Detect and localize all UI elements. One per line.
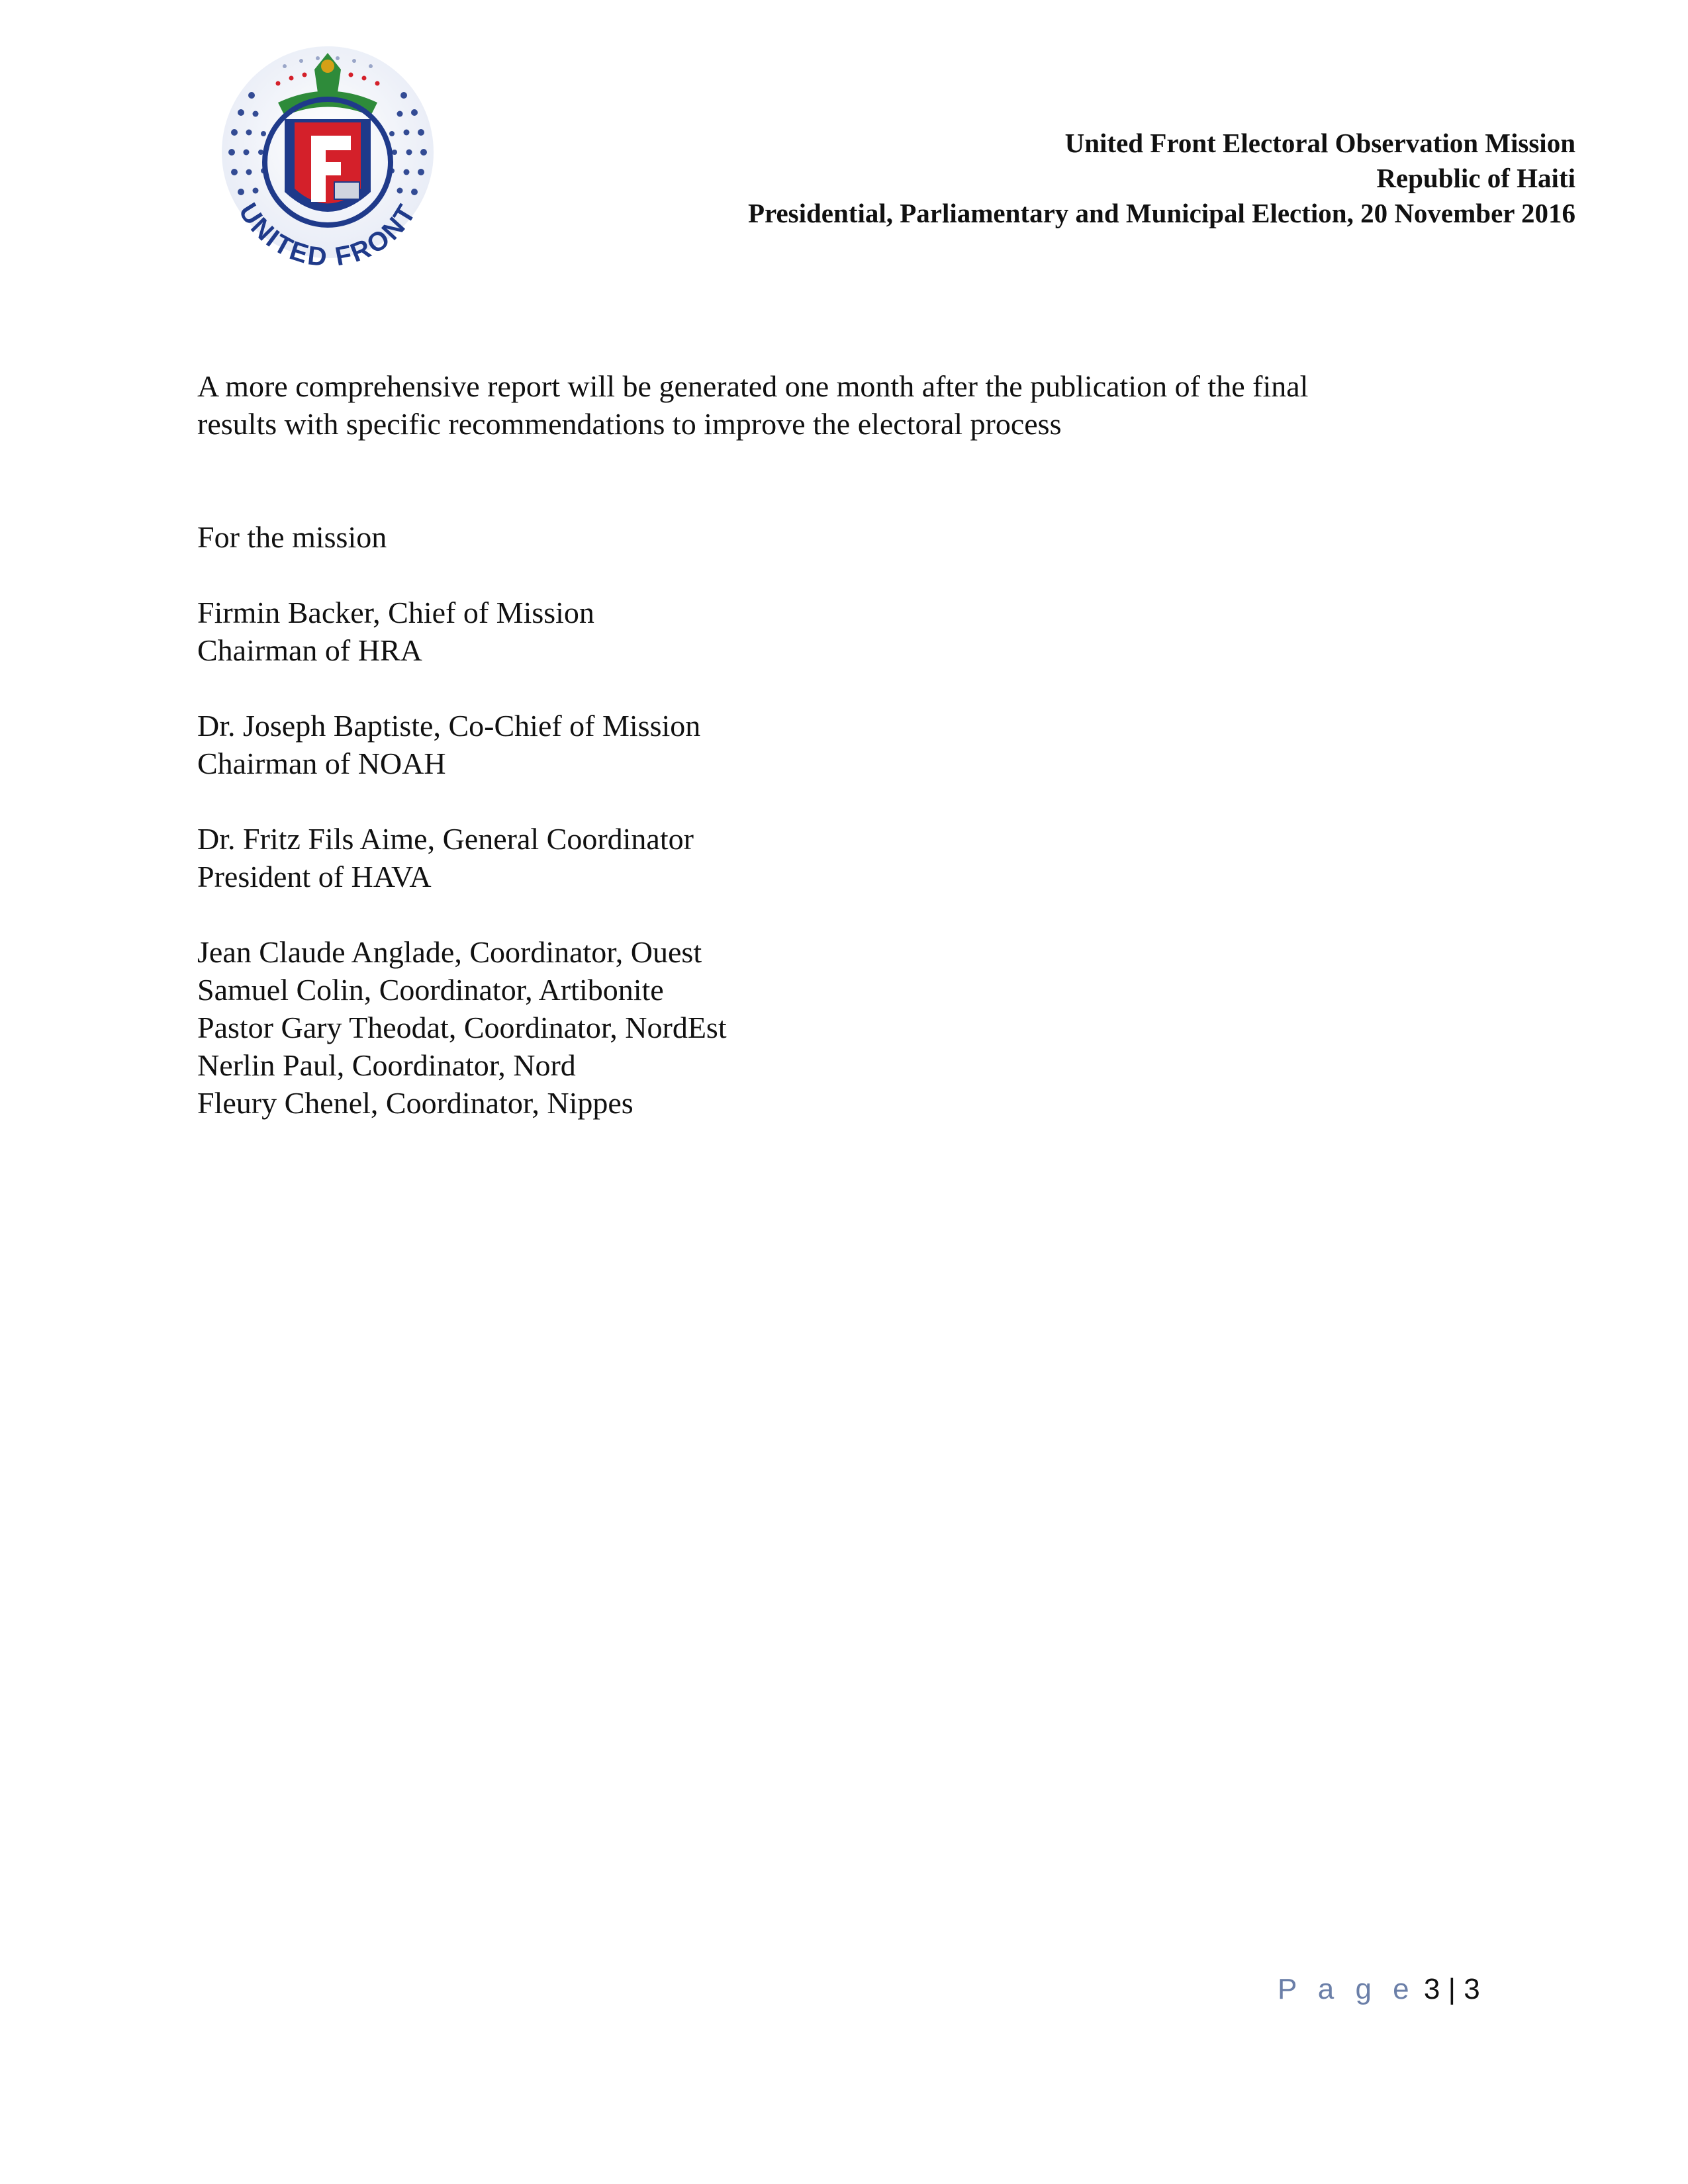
page-label: P a g e <box>1278 1973 1416 2005</box>
header-mission-title: United Front Electoral Observation Mission <box>1064 128 1575 158</box>
signatory-block <box>197 820 1455 895</box>
coordinator-item: Pastor Gary Theodat, Coordinator, NordEst <box>197 1011 727 1044</box>
coordinator-item: Nerlin Paul, Coordinator, Nord <box>197 1048 576 1082</box>
coordinator-item: Jean Claude Anglade, Coordinator, Ouest <box>197 935 702 969</box>
header-election: Presidential, Parliamentary and Municipal Election, 20 November 2016 <box>747 198 1575 228</box>
signatory-role: Chairman of HRA <box>197 633 422 667</box>
united-front-logo <box>205 40 450 285</box>
signatory-block <box>197 594 1455 669</box>
page-total: 3 <box>1464 1973 1480 2005</box>
signatory-role: President of HAVA <box>197 860 432 893</box>
header-country: Republic of Haiti <box>1376 163 1575 193</box>
report-paragraph-line-1: A more comprehensive report will be generated one month after the publication of the final <box>197 369 1309 403</box>
united-front-emblem-icon <box>205 40 450 285</box>
document-body <box>197 367 1455 1160</box>
coordinator-item: Fleury Chenel, Coordinator, Nippes <box>197 1086 633 1120</box>
signatory-name: Dr. Joseph Baptiste, Co-Chief of Mission <box>197 709 701 743</box>
for-the-mission: For the mission <box>197 520 387 554</box>
signatory-role: Chairman of NOAH <box>197 747 446 780</box>
document-header <box>583 126 1575 231</box>
report-paragraph-line-2: results with specific recommendations to improve the electoral process <box>197 407 1062 441</box>
coordinators-list <box>197 933 1455 1122</box>
coordinator-item: Samuel Colin, Coordinator, Artibonite <box>197 973 664 1007</box>
signatory-name: Firmin Backer, Chief of Mission <box>197 596 594 629</box>
signatory-name: Dr. Fritz Fils Aime, General Coordinator <box>197 822 694 856</box>
logo-arc-text: UNITED FRONT <box>233 198 422 273</box>
signatory-block <box>197 707 1455 782</box>
page-number: 3 <box>1423 1973 1440 2005</box>
page-separator: | <box>1448 1973 1456 2005</box>
page-footer <box>1278 1971 1480 2008</box>
